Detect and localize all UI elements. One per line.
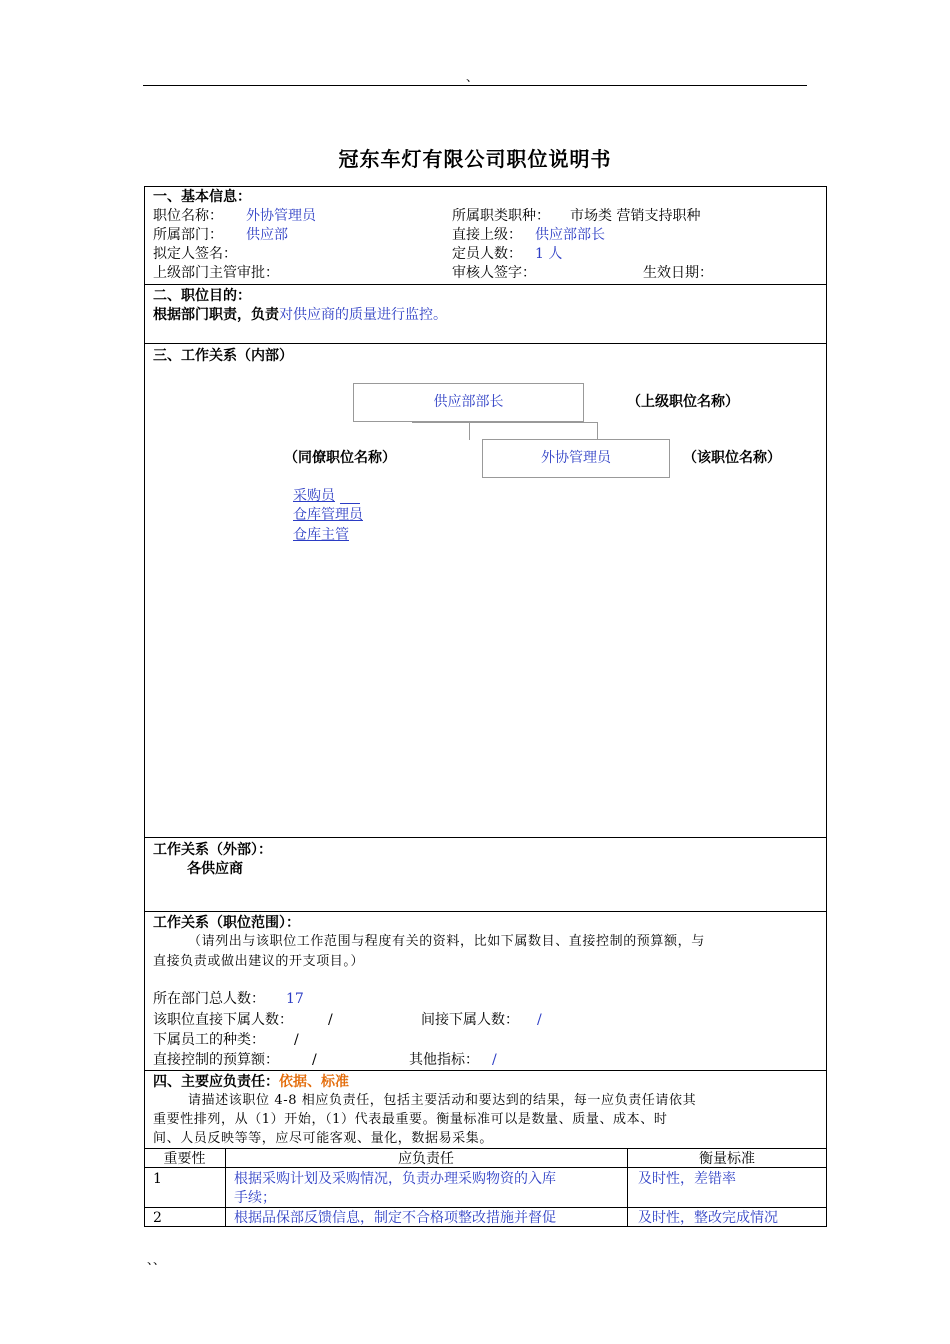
divider bbox=[144, 1070, 827, 1071]
header-mark: 、 bbox=[466, 70, 479, 84]
external-heading: 工作关系（外部）： bbox=[153, 842, 272, 858]
superior-value: 供应部部长 bbox=[535, 227, 605, 243]
effective-date-label: 生效日期： bbox=[643, 265, 713, 281]
divider bbox=[144, 1207, 827, 1208]
org-connector bbox=[412, 422, 598, 423]
self-note: （该职位名称） bbox=[683, 450, 781, 466]
org-connector bbox=[469, 422, 470, 440]
superior-box-label: 供应部部长 bbox=[433, 394, 504, 410]
indirect-sub-label: 间接下属人数： bbox=[421, 1012, 519, 1028]
direct-sub-value: / bbox=[328, 1012, 333, 1028]
sub-types-label: 下属员工的种类： bbox=[153, 1032, 265, 1048]
self-box-label: 外协管理员 bbox=[541, 450, 611, 466]
position-value: 外协管理员 bbox=[246, 208, 316, 224]
superior-note: （上级职位名称） bbox=[627, 394, 739, 410]
table-header-duty: 应负责任 bbox=[398, 1151, 454, 1167]
approval-label: 上级部门主管审批： bbox=[153, 265, 279, 281]
divider bbox=[144, 284, 827, 285]
dept-total-value: 17 bbox=[286, 991, 304, 1007]
row-duty: 根据采购计划及采购情况，负责办理采购物资的入库 bbox=[234, 1171, 556, 1187]
scope-heading: 工作关系（职位范围）： bbox=[153, 915, 300, 931]
dept-value: 供应部 bbox=[246, 227, 288, 243]
dept-label: 所属部门： bbox=[153, 227, 223, 243]
duties-desc: 重要性排列，从（1）开始，（1）代表最重要。衡量标准可以是数量、质量、成本、时 bbox=[153, 1112, 668, 1127]
purpose-detail: 对供应商的质量进行监控。 bbox=[279, 307, 447, 323]
superior-box bbox=[353, 383, 584, 422]
duties-desc: 请描述该职位 4-8 相应负责任，包括主要活动和要达到的结果，每一应负责任请依其 bbox=[188, 1093, 697, 1108]
peer-underline bbox=[340, 503, 360, 504]
org-connector bbox=[597, 422, 598, 440]
duties-heading-accent: 依据、标准 bbox=[279, 1074, 349, 1090]
header-rule bbox=[143, 85, 807, 86]
headcount-label: 定员人数： bbox=[452, 246, 522, 262]
row-duty: 根据品保部反馈信息，制定不合格项整改措施并督促 bbox=[234, 1210, 556, 1226]
superior-label: 直接上级： bbox=[452, 227, 522, 243]
duties-desc: 间、人员反映等等，应尽可能客观、量化，数据易采集。 bbox=[153, 1131, 494, 1146]
table-header-standard: 衡量标准 bbox=[699, 1151, 755, 1167]
table-header-rank: 重要性 bbox=[163, 1151, 206, 1167]
internal-heading: 三、工作关系（内部） bbox=[153, 348, 293, 364]
row-duty: 手续； bbox=[234, 1190, 276, 1206]
direct-sub-label: 该职位直接下属人数： bbox=[153, 1012, 293, 1028]
basic-heading: 一、基本信息： bbox=[153, 189, 251, 205]
reviewer-label: 审核人签字： bbox=[452, 265, 536, 281]
category-label: 所属职类职种： bbox=[452, 208, 550, 224]
row-standard: 及时性，差错率 bbox=[638, 1171, 736, 1187]
divider bbox=[144, 911, 827, 912]
scope-note: 直接负责或做出建议的开支项目。） bbox=[153, 954, 365, 969]
document-title: 冠东车灯有限公司职位说明书 bbox=[338, 147, 612, 171]
row-standard: 及时性，整改完成情况 bbox=[638, 1210, 778, 1226]
scope-note: （请列出与该职位工作范围与程度有关的资料，比如下属数目、直接控制的预算额，与 bbox=[188, 934, 705, 949]
self-box bbox=[482, 439, 670, 478]
duties-heading-text: 四、主要应负责任： bbox=[153, 1074, 279, 1090]
indirect-sub-value: / bbox=[537, 1012, 542, 1028]
footer-mark: 、、 bbox=[147, 1253, 166, 1267]
peer-item: 采购员 bbox=[293, 488, 335, 504]
headcount-value: 1 人 bbox=[535, 246, 563, 262]
divider bbox=[144, 343, 827, 344]
peer-item: 仓库管理员 bbox=[293, 507, 363, 523]
purpose-lead: 根据部门职责，负责 bbox=[153, 307, 279, 323]
other-value: / bbox=[492, 1052, 497, 1068]
drafter-label: 拟定人签名： bbox=[153, 246, 237, 262]
other-label: 其他指标： bbox=[409, 1052, 479, 1068]
budget-label: 直接控制的预算额： bbox=[153, 1052, 279, 1068]
purpose-heading: 二、职位目的： bbox=[153, 288, 251, 304]
divider bbox=[144, 837, 827, 838]
row-rank: 2 bbox=[153, 1210, 162, 1226]
external-value: 各供应商 bbox=[187, 861, 243, 877]
sub-types-value: / bbox=[294, 1032, 299, 1048]
purpose-text bbox=[153, 306, 447, 324]
budget-value: / bbox=[312, 1052, 317, 1068]
row-rank: 1 bbox=[153, 1171, 162, 1187]
peer-note: （同僚职位名称） bbox=[284, 450, 396, 466]
position-label: 职位名称： bbox=[153, 208, 223, 224]
duties-heading bbox=[153, 1073, 349, 1091]
dept-total-label: 所在部门总人数： bbox=[153, 991, 265, 1007]
peer-item: 仓库主管 bbox=[293, 527, 349, 543]
category-value: 市场类 营销支持职种 bbox=[570, 208, 701, 224]
